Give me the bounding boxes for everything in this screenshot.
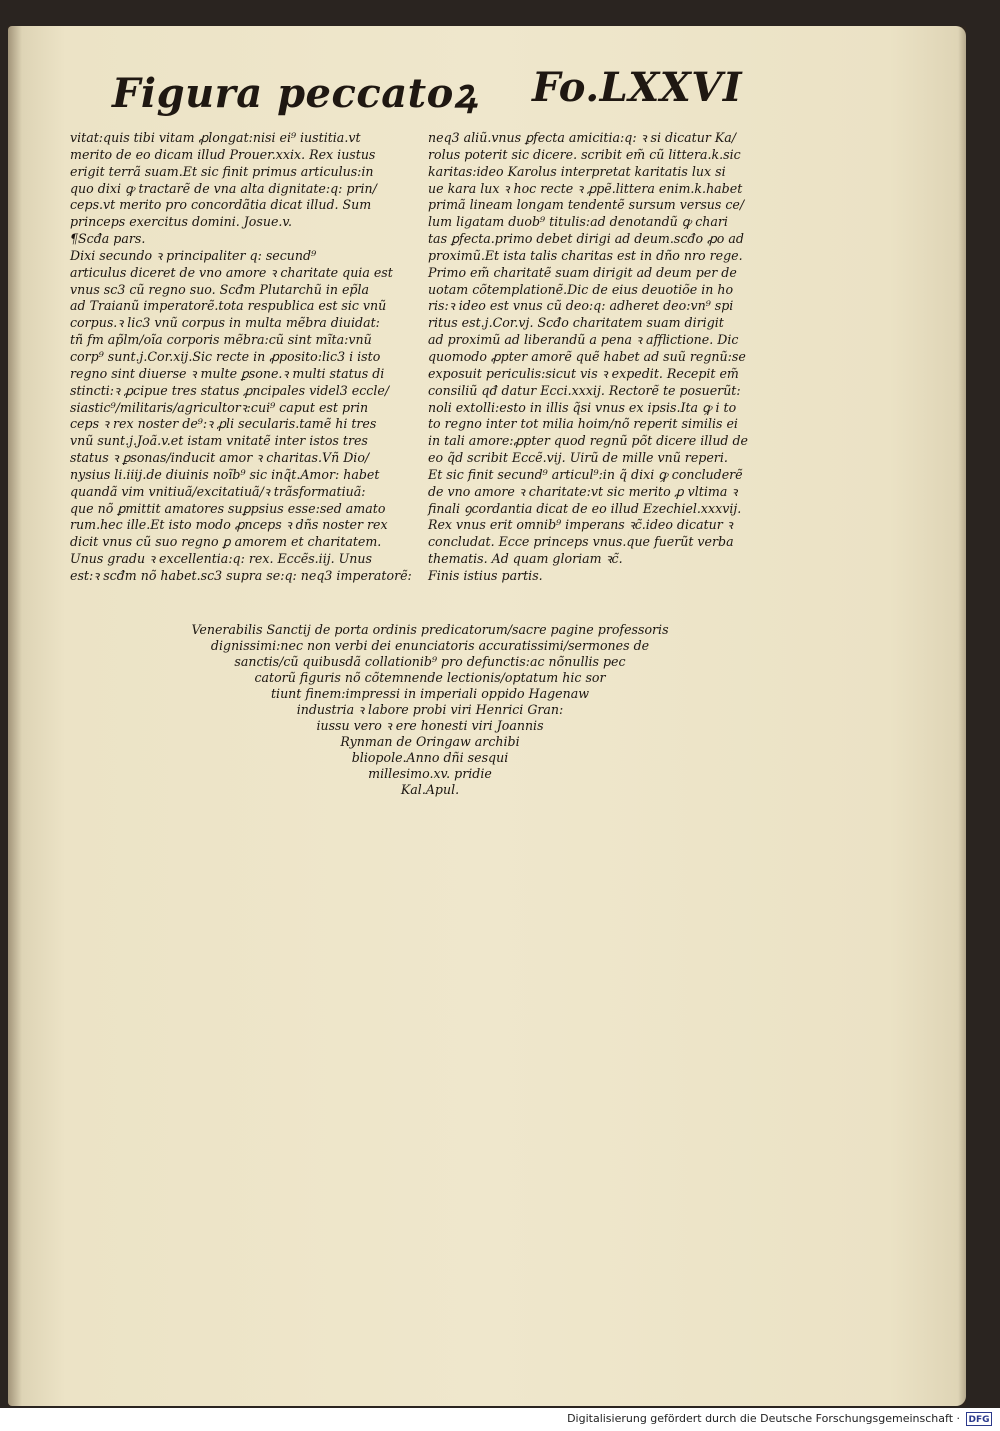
text-line: rum.hec ille.Et isto modo ꝓnceps ꝛ dñs noster rex [70,517,388,533]
text-line: ¶Scđa pars. [70,231,146,247]
text-line: primã lineam longam tendentẽ sursum versus ce/ [428,197,745,213]
text-line: rolus poterit sic dicere. scribit em̃ cũ littera.k.sic [428,146,741,162]
text-line: est:ꝛ scđm nõ habet.sc3 supra se:q: neq3 imperatorẽ: [70,567,412,583]
text-line: stincti:ꝛ ꝓcipue tres status ꝓncipales videl3 eccle/ [70,382,390,398]
text-line: ritus est.j.Cor.vj. Scđo charitatem suam dirigit [428,315,724,331]
colophon-line: bliopole.Anno dñi sesqui [351,750,509,765]
text-line: karitas:ideo Karolus interpretat karitatis lux si [428,163,726,179]
dfg-logo: DFG [966,1412,992,1426]
colophon-line: sanctis/cũ quibusdã collationib⁹ pro defunctis:ac nõnullis pec [234,654,626,669]
text-line: regno sint diuerse ꝛ multe ꝑsone.ꝛ multi status di [70,365,385,381]
text-line: proximũ.Et ista talis charitas est in dño nro rege. [428,247,743,263]
colophon-line: tiunt finem:impressi in imperiali oppido Hagenaw [270,686,589,701]
text-line: vitat:quis tibi vitam ꝓlongat:nisi ei⁹ iustitia.vt [70,130,361,145]
text-line: Rex vnus erit omnib⁹ imperans ꝛc̃.ideo dicatur ꝛ [428,517,733,533]
text-line: corpus.ꝛ lic3 vnũ corpus in multa mẽbra diuidat: [70,315,380,331]
page-gutter-shadow [8,26,22,1406]
text-line: de vno amore ꝛ charitate:vt sic merito ꝓ vltima ꝛ [428,483,738,499]
text-line: status ꝛ ꝑsonas/inducit amor ꝛ charitas.Vñ Dio/ [70,450,370,466]
text-line: Unus gradu ꝛ excellentia:q: rex. Eccẽs.iij. Unus [70,551,372,567]
text-line: quo dixi ꝙ tractarẽ de vna alta dignitate:q: prin/ [70,180,377,196]
text-line: noli extolli:esto in illis q̃si vnus ex ipsis.Ita ꝙ i to [428,399,737,415]
text-line: dicit vnus cũ suo regno ꝑ amorem et charitatem. [70,534,382,550]
text-line: tñ fm ap̃lm/oĩa corporis mẽbra:cũ sint mĩta:vnũ [70,332,372,348]
text-line: quomodo ꝓpter amorẽ quẽ habet ad suũ regnũ:se [428,348,746,364]
text-line: quandã vim vnitiuã/excitatiuã/ꝛ trãsformatiuã: [70,483,366,499]
text-line: consiliũ qđ datur Ecci.xxxij. Rectorẽ te posuerũt: [428,382,741,398]
text-line: tas ꝑfecta.primo debet dirigi ad deum.scđo ꝓo ad [428,231,744,247]
colophon-line: iussu vero ꝛ ere honesti viri Joannis [316,718,544,733]
page-edge-shadow [958,26,966,1406]
text-line: corp⁹ sunt.j.Cor.xij.Sic recte in ꝓposito:lic3 i isto [70,348,381,364]
left-text-column [70,130,426,585]
text-line: ad Traianũ imperatorẽ.tota respublica est sic vnũ [70,298,387,314]
text-line: concludat. Ecce princeps vnus.que fuerũt verba [428,534,734,550]
funding-notice: Digitalisierung gefördert durch die Deutsche Forschungsgemeinschaft · [567,1412,960,1425]
colophon-line: Venerabilis Sanctij de porta ordinis predicatorum/sacre pagine professoris [191,622,669,637]
text-line: Finis istius partis. [428,567,543,583]
text-line: princeps exercitus domini. Josue.v. [70,214,293,230]
text-line: finali ꝯcordantia dicat de eo illud Ezechiel.xxxvij. [428,500,742,516]
text-line: vnũ sunt.j.Joã.v.et istam vnitatẽ inter istos tres [70,433,368,449]
colophon-line: industria ꝛ labore probi viri Henrici Gran: [296,702,564,717]
text-line: ue kara lux ꝛ hoc recte ꝛ ꝓpẽ.littera enim.k.habet [428,180,743,196]
right-text-column [422,130,802,585]
text-line: ceps ꝛ rex noster de⁹:ꝛ ꝓli secularis.tamẽ hi tres [70,416,377,432]
colophon-line: catorũ figuris nõ cõtemnende lectionis/optatum hic sor [254,670,606,685]
text-line: thematis. Ad quam gloriam ꝛc̃. [428,551,623,567]
text-line: eo q̃d scribit Eccẽ.vij. Uirũ de mille vnũ reperi. [428,450,728,466]
text-line: in tali amore:ꝓpter quod regnũ põt dicere illud de [428,433,749,449]
text-line: neq3 aliũ.vnus ꝑfecta amicitia:q: ꝛ si dicatur Ka/ [428,130,737,145]
text-line: nysius li.iiij.de diuinis noĩb⁹ sic inq̃t.Amor: habet [70,466,380,482]
text-line: Et sic finit secund⁹ articul⁹:in q̃ dixi ꝙ concluderẽ [428,466,743,482]
text-line: vnus sc3 cũ regno suo. Scđm Plutarchũ in ep̃la [70,281,370,297]
text-line: ris:ꝛ ideo est vnus cũ deo:q: adheret deo:vn⁹ spi [428,298,734,314]
text-line: lum ligatam duob⁹ titulis:ad denotandũ ꝙ chari [428,214,728,230]
footer-bar [0,1408,1000,1431]
colophon [150,622,710,798]
text-line: uotam cõtemplationẽ.Dic de eius deuotiõe in ho [428,281,734,297]
text-line: merito de eo dicam illud Prouer.xxix. Rex iustus [70,146,376,162]
running-title: Figura peccatoꝝ [112,70,478,117]
colophon-line: Kal.Apul. [400,782,460,797]
text-line: ad proximũ ad liberandũ a pena ꝛ afflictione. Dic [428,332,739,348]
folio-number: Fo.LXXVI [532,64,743,111]
text-line: Primo em̃ charitatẽ suam dirigit ad deum per de [428,264,737,280]
text-line: to regno inter tot milia hoim/nõ reperit similis ei [428,416,738,432]
colophon-line: millesimo.xv. pridie [368,766,492,781]
colophon-line: dignissimi:nec non verbi dei enunciatoris accuratissimi/sermones de [210,638,650,653]
text-line: articulus diceret de vno amore ꝛ charitate quia est [70,264,393,280]
text-line: siastic⁹/militaris/agricultorꝛ:cui⁹ caput est prin [70,399,369,415]
text-line: que nõ ꝑmittit amatores suꝑpsius esse:sed amato [70,500,386,516]
text-line: Dixi secundo ꝛ principaliter q: secund⁹ [70,247,317,263]
colophon-line: Rynman de Oringaw archibi [340,734,520,749]
text-line: ceps.vt merito pro concordãtia dicat illud. Sum [70,197,372,213]
text-line: exposuit periculis:sicut vis ꝛ expedit. Recepit em̃ [428,365,739,381]
text-line: erigit terrã suam.Et sic finit primus articulus:in [70,163,374,179]
